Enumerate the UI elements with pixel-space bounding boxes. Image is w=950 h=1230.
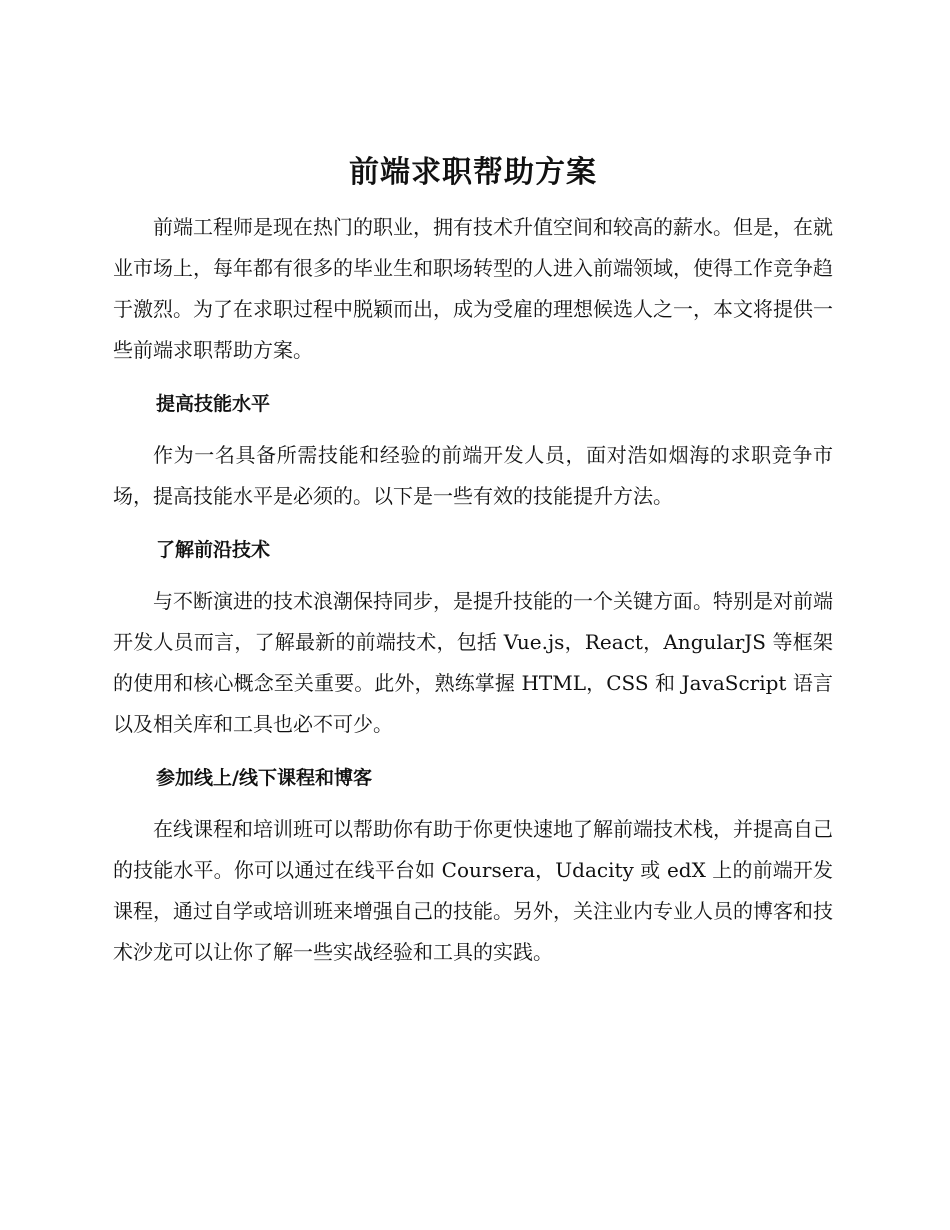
intro-paragraph: 前端工程师是现在热门的职业，拥有技术升值空间和较高的薪水。但是，在就业市场上，每年都有很多的毕业生和职场转型的人进入前端领域，使得工作竞争趋于激烈。为了在求职过程中脱颖而出，成为受雇的理想候选人之一，本文将提供一些前端求职帮助方案。 — [113, 215, 833, 362]
section-body-courses-blogs: 在线课程和培训班可以帮助你有助于你更快速地了解前端技术栈，并提高自己的技能水平。你可以通过在线平台如 Coursera，Udacity 或 edX 上的前端开发课程，通过自学或培训班来增强自己的技能。另外，关注业内专业人员的博客和技术沙龙可以让你了解一些实战经验和工具的实践。 — [113, 817, 833, 964]
section-heading-cutting-edge-tech: 了解前沿技术 — [156, 539, 271, 561]
section-body-improve-skills: 作为一名具备所需技能和经验的前端开发人员，面对浩如烟海的求职竞争市场，提高技能水平是必须的。以下是一些有效的技能提升方法。 — [113, 443, 833, 508]
section-body-cutting-edge-tech: 与不断演进的技术浪潮保持同步，是提升技能的一个关键方面。特别是对前端开发人员而言，了解最新的前端技术，包括 Vue.js，React，AngularJS 等框架的使用和核心概念至关重要。此外，熟练掌握 HTML，CSS 和 JavaScript 语言以及相关库和工具也必不可少。 — [113, 589, 833, 736]
document-page — [113, 145, 833, 973]
document-title: 前端求职帮助方案 — [349, 155, 597, 190]
section-heading-courses-blogs: 参加线上/线下课程和博客 — [156, 767, 372, 789]
section-heading-improve-skills: 提高技能水平 — [156, 393, 271, 415]
